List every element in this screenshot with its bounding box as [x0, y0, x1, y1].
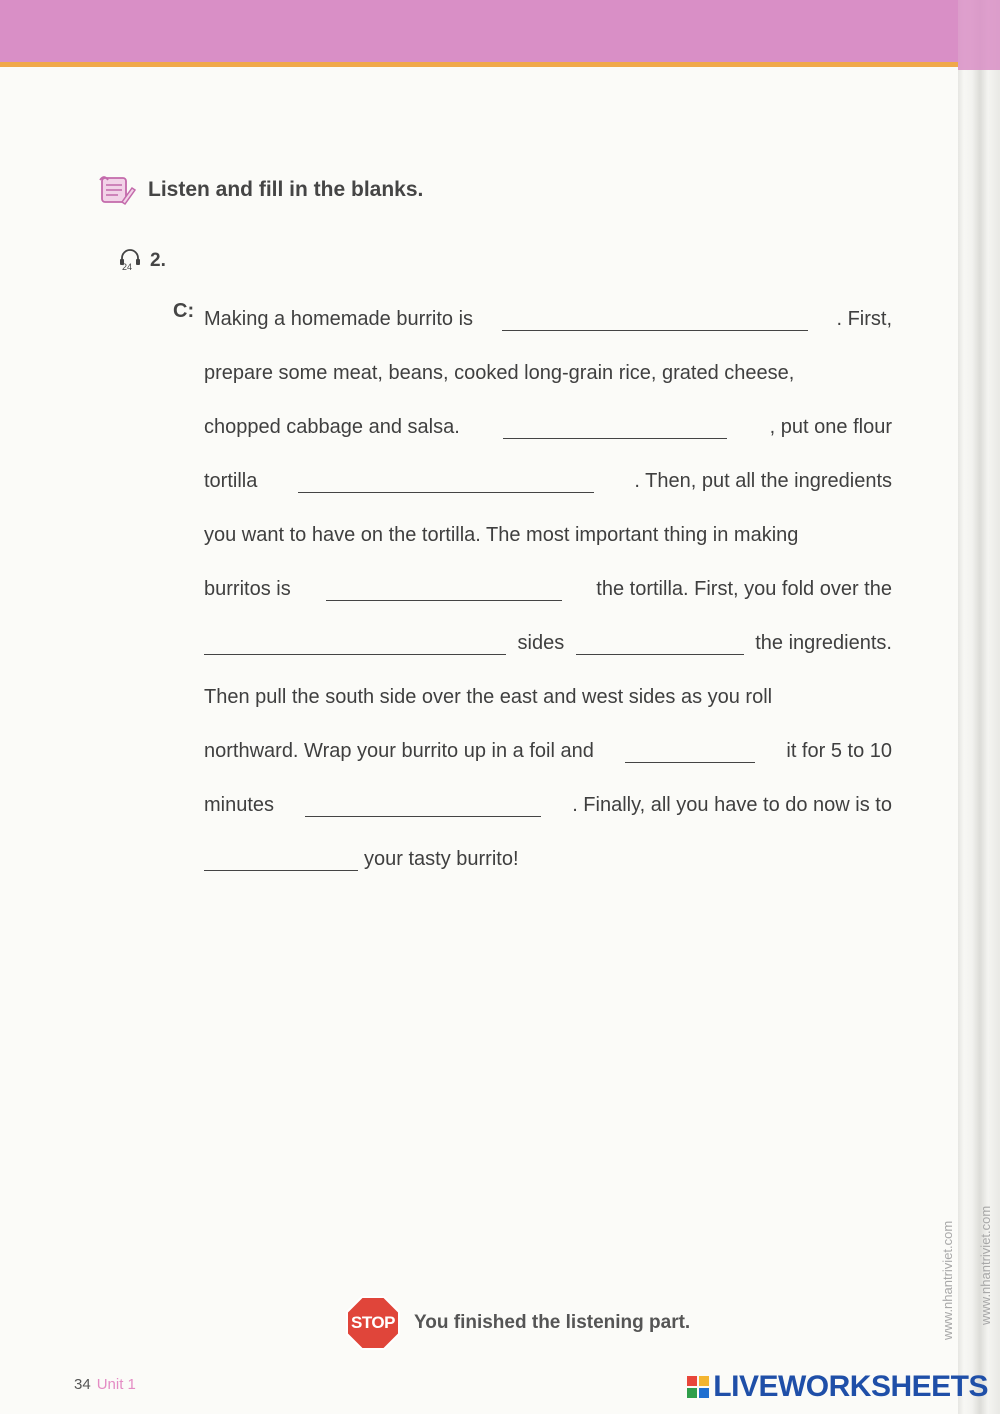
- passage-text: tortilla: [204, 469, 258, 492]
- unit-label: Unit 1: [96, 1376, 136, 1393]
- passage-line: [204, 400, 892, 454]
- blank-field-2[interactable]: [503, 416, 727, 439]
- page-footer: [74, 1376, 136, 1393]
- headphones-icon: [118, 248, 142, 274]
- passage-text: Making a homemade burrito is: [204, 307, 474, 330]
- passage-line: [204, 832, 892, 886]
- passage-line: [204, 508, 892, 562]
- speaker-label: C:: [173, 300, 195, 322]
- passage-text: chopped cabbage and salsa.: [204, 415, 460, 438]
- stop-message: You finished the listening part.: [414, 1312, 691, 1333]
- passage-text: . Finally, all you have to do now is to: [572, 793, 892, 816]
- brand-name: LIVEWORKSHEETS: [713, 1370, 988, 1403]
- blank-field-1[interactable]: [502, 308, 808, 331]
- passage-text: burritos is: [204, 577, 291, 600]
- stop-sign-icon: [346, 1296, 400, 1350]
- page-number: 34: [74, 1376, 91, 1393]
- instruction: [96, 172, 423, 208]
- passage-text: your tasty burrito!: [364, 847, 519, 870]
- passage-text: , put one flour: [769, 415, 892, 438]
- item-number: 2.: [150, 250, 166, 271]
- passage-text: . Then, put all the ingredients: [634, 469, 892, 492]
- passage-line: [204, 778, 892, 832]
- stop-sign-label: STOP: [351, 1313, 395, 1332]
- passage-line: [204, 670, 892, 724]
- passage-line: [204, 292, 892, 346]
- passage-line: [204, 616, 892, 670]
- passage-text: minutes: [204, 793, 275, 816]
- passage-text: it for 5 to 10: [786, 739, 892, 762]
- blank-field-3[interactable]: [298, 470, 594, 493]
- passage-text: Then pull the south side over the east and west sides as you roll: [204, 685, 773, 708]
- next-page-edge: [958, 0, 1000, 1414]
- passage-text: the tortilla. First, you fold over the: [596, 577, 892, 600]
- passage-line: [204, 346, 892, 400]
- passage: [204, 292, 892, 886]
- blank-field-6[interactable]: [576, 632, 744, 655]
- passage-line: [204, 562, 892, 616]
- passage-text: the ingredients.: [755, 631, 892, 654]
- brand-icon: [687, 1376, 709, 1398]
- scroll-icon: [96, 172, 136, 208]
- track-number: 24: [122, 262, 133, 272]
- liveworksheets-logo: [687, 1370, 988, 1404]
- publisher-watermark: www.nhantriviet.com: [978, 1205, 993, 1325]
- passage-text: . First,: [836, 307, 892, 330]
- header-stripe: [0, 62, 958, 67]
- header-band: [0, 0, 958, 62]
- blank-field-5[interactable]: [204, 632, 506, 655]
- passage-text: you want to have on the tortilla. The most important thing in making: [204, 523, 799, 546]
- stop-notice: [346, 1296, 690, 1350]
- blank-field-4[interactable]: [326, 578, 562, 601]
- blank-field-7[interactable]: [625, 740, 755, 763]
- next-page-edge-band: [958, 0, 1000, 70]
- passage-text: prepare some meat, beans, cooked long-grain rice, grated cheese,: [204, 361, 795, 384]
- publisher-watermark: www.nhantriviet.com: [940, 1220, 955, 1340]
- passage-line: [204, 724, 892, 778]
- blank-field-9[interactable]: [204, 848, 358, 871]
- instruction-text: Listen and fill in the blanks.: [148, 178, 424, 201]
- passage-text: sides: [517, 631, 565, 654]
- item-header: [118, 248, 166, 274]
- passage-line: [204, 454, 892, 508]
- blank-field-8[interactable]: [305, 794, 541, 817]
- passage-text: northward. Wrap your burrito up in a foil and: [204, 739, 594, 762]
